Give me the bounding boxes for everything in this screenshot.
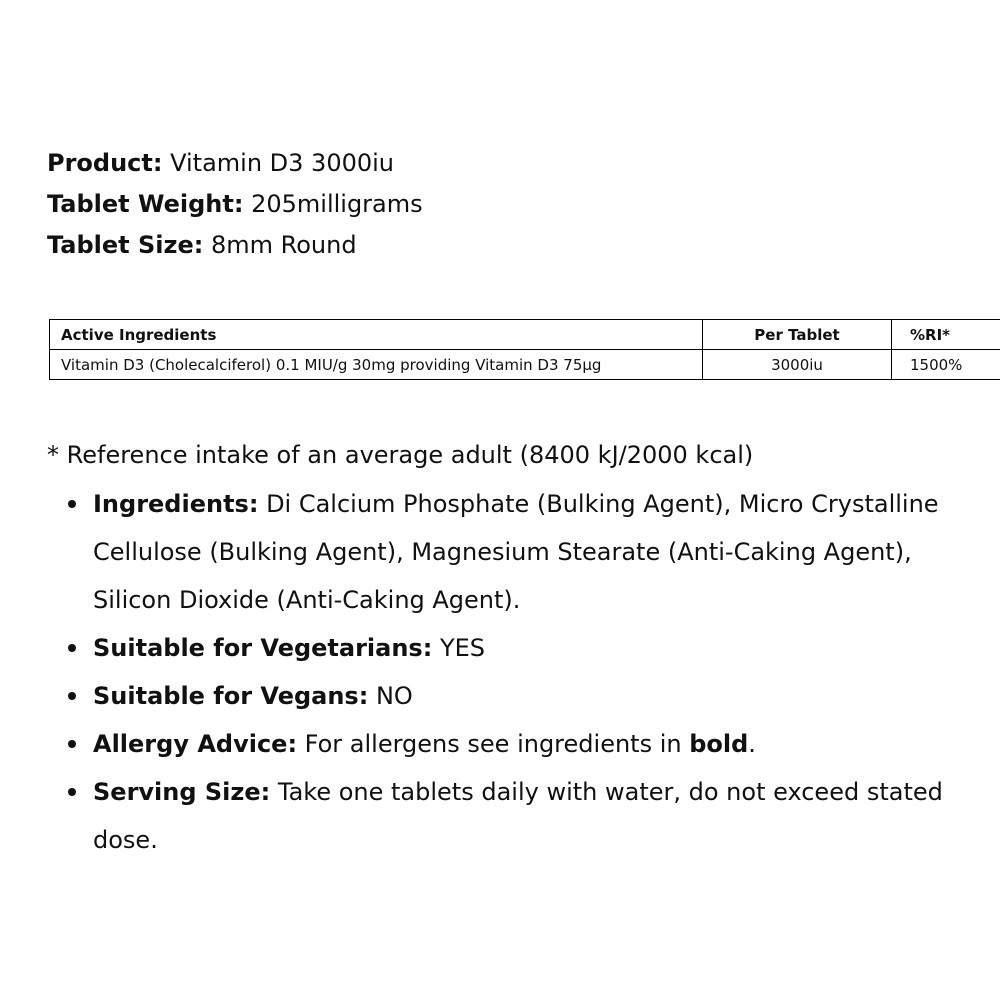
list-item-vegan <box>93 672 973 720</box>
allergy-label: Allergy Advice: <box>93 730 298 758</box>
bullet-icon <box>68 740 76 748</box>
allergy-end: . <box>748 730 756 758</box>
table-header-row <box>50 320 1000 350</box>
tablet-size-row <box>47 225 423 266</box>
tablet-size-label: Tablet Size: <box>47 231 204 259</box>
reference-intake-note: * Reference intake of an average adult (8400 kJ/2000 kcal) <box>47 441 754 469</box>
allergy-value: For allergens see ingredients in <box>297 730 690 758</box>
active-ingredients-table <box>49 319 1000 380</box>
header-per-tablet: Per Tablet <box>703 320 892 350</box>
list-item-allergy <box>93 720 973 768</box>
ingredients-label: Ingredients: <box>93 490 259 518</box>
list-item-serving-size <box>93 768 973 864</box>
product-row <box>47 143 423 184</box>
header-ri: %RI* <box>892 320 1000 350</box>
tablet-weight-row <box>47 184 423 225</box>
tablet-weight-label: Tablet Weight: <box>47 190 244 218</box>
serving-size-label: Serving Size: <box>93 778 271 806</box>
vegetarian-value: YES <box>432 634 486 662</box>
product-details-list <box>93 480 973 864</box>
bullet-icon <box>68 788 76 796</box>
product-specs <box>47 143 423 266</box>
cell-ingredient: Vitamin D3 (Cholecalciferol) 0.1 MIU/g 30mg providing Vitamin D3 75µg <box>50 350 703 380</box>
table-row <box>50 350 1000 380</box>
vegan-value: NO <box>368 682 413 710</box>
allergy-bold-word: bold <box>689 730 749 758</box>
list-item-vegetarian <box>93 624 973 672</box>
vegan-label: Suitable for Vegans: <box>93 682 369 710</box>
tablet-weight-value: 205milligrams <box>243 190 423 218</box>
cell-ri: 1500% <box>892 350 1000 380</box>
list-item-ingredients <box>93 480 973 624</box>
bullet-icon <box>68 644 76 652</box>
serving-size-value: Take one tablets daily with water, do not exceed stated dose. <box>93 778 943 854</box>
tablet-size-value: 8mm Round <box>203 231 357 259</box>
cell-per-tablet: 3000iu <box>703 350 892 380</box>
product-label: Product: <box>47 149 163 177</box>
header-active-ingredients: Active Ingredients <box>50 320 703 350</box>
bullet-icon <box>68 500 76 508</box>
ingredients-value: Di Calcium Phosphate (Bulking Agent), Micro Crystalline Cellulose (Bulking Agent), Magnesium Stearate (Anti-Caking Agent), Silicon Dioxide (Anti-Caking Agent). <box>93 490 939 614</box>
product-value: Vitamin D3 3000iu <box>162 149 395 177</box>
bullet-icon <box>68 692 76 700</box>
vegetarian-label: Suitable for Vegetarians: <box>93 634 433 662</box>
